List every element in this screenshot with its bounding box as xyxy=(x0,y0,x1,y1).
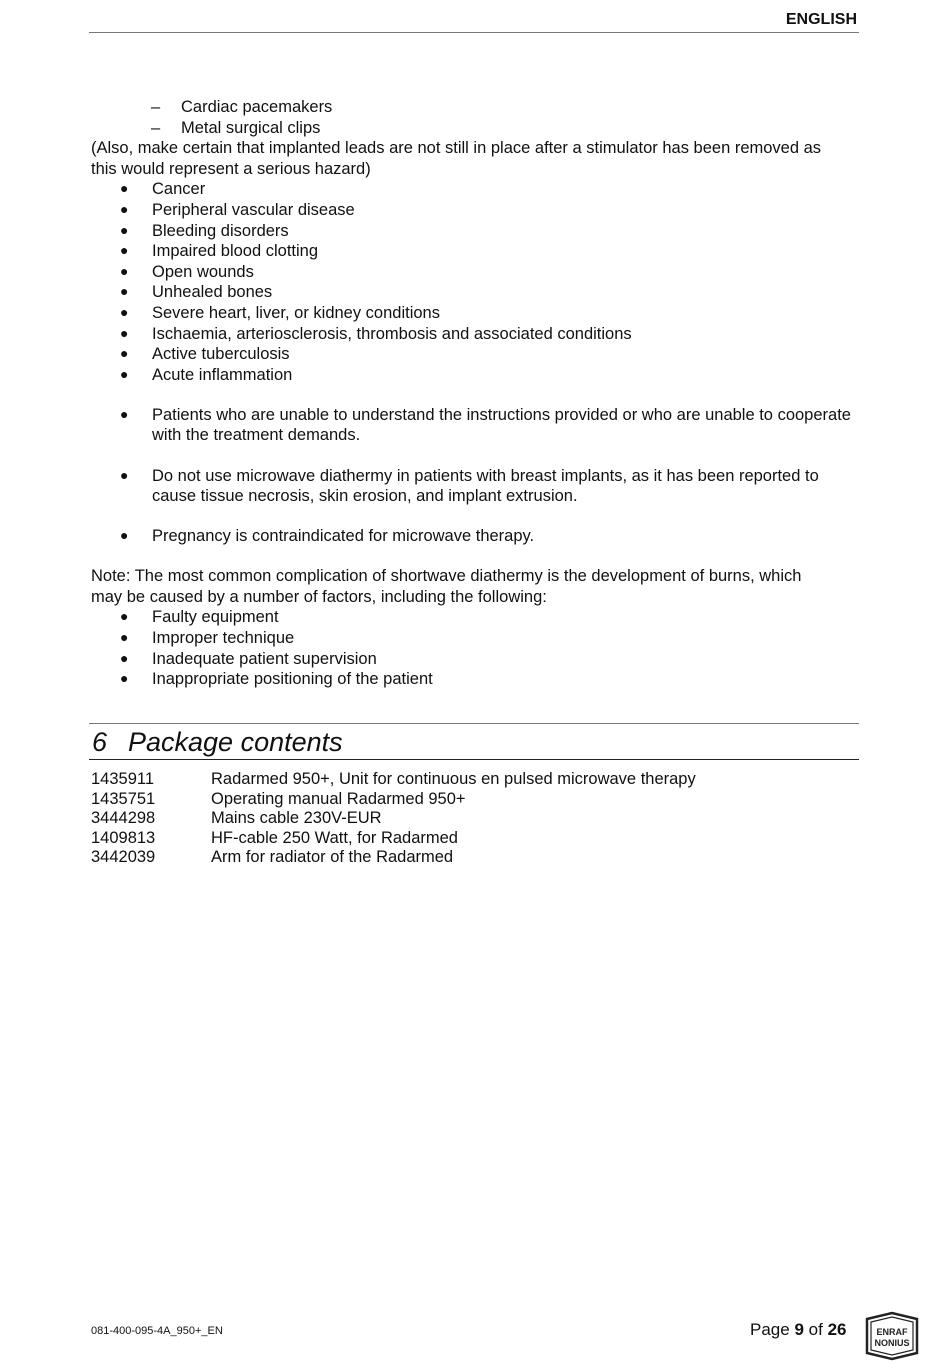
bullet-marker: ● xyxy=(120,242,129,259)
table-row xyxy=(91,770,696,790)
bullet-list-item xyxy=(91,200,861,221)
bullet-marker: ● xyxy=(120,365,129,382)
bullet-marker: ● xyxy=(120,649,129,666)
package-contents-table xyxy=(91,770,696,868)
bullet-marker: ● xyxy=(120,221,129,238)
bullet-marker: ● xyxy=(120,180,129,197)
bullet-list-item xyxy=(91,241,861,262)
page-total: 26 xyxy=(827,1320,847,1339)
dash-item-text: Cardiac pacemakers xyxy=(181,98,333,116)
bullet-item-text: Faulty equipment xyxy=(152,608,279,627)
language-label: ENGLISH xyxy=(785,11,857,28)
bullet-marker: ● xyxy=(120,324,129,341)
dash-list-item xyxy=(91,97,861,118)
bullet-marker: ● xyxy=(120,629,129,646)
dash-marker: – xyxy=(151,118,161,137)
bullet-item-text: Patients who are unable to understand the instructions provided or who are unable to cooperate with the treatment demands. xyxy=(152,405,851,445)
bullet-item-text: Acute inflammation xyxy=(152,365,293,384)
bullet-item-text: Open wounds xyxy=(152,262,254,281)
enraf-nonius-logo xyxy=(861,1311,923,1361)
bullet-list-item xyxy=(91,262,861,283)
bullet-list-item xyxy=(91,282,861,303)
section-number: 6 xyxy=(92,727,108,757)
bullet-marker: ● xyxy=(120,466,129,483)
bullet-marker: ● xyxy=(120,670,129,687)
dash-marker: – xyxy=(151,98,161,116)
bullet-list-item xyxy=(91,466,852,507)
section-title: Package contents xyxy=(128,727,343,757)
article-description: Arm for radiator of the Radarmed xyxy=(211,848,454,867)
table-row xyxy=(91,790,696,810)
bullet-item-text: Improper technique xyxy=(152,629,295,648)
article-description: Mains cable 230V-EUR xyxy=(211,809,382,828)
bullet-marker: ● xyxy=(120,200,129,217)
page-current: 9 xyxy=(794,1320,804,1339)
bullet-item-text: Cancer xyxy=(152,180,206,199)
bullet-item-text: Bleeding disorders xyxy=(152,221,289,240)
bullet-marker: ● xyxy=(120,527,129,544)
logo-text-bottom: NONIUS xyxy=(874,1338,910,1348)
main-content xyxy=(91,97,861,690)
bullet-item-text: Inappropriate positioning of the patient xyxy=(152,670,433,689)
bullet-marker: ● xyxy=(120,283,129,300)
page-header xyxy=(89,10,859,33)
page-of: of xyxy=(808,1320,823,1339)
table-row xyxy=(91,829,696,849)
article-code: 1435911 xyxy=(91,770,155,788)
page-number xyxy=(750,1320,846,1340)
bullet-item-text: Unhealed bones xyxy=(152,283,273,302)
article-description: Radarmed 950+, Unit for continuous en pulsed microwave therapy xyxy=(211,770,696,788)
bullet-list-item xyxy=(91,649,861,670)
bullet-item-text: Peripheral vascular disease xyxy=(152,200,355,219)
article-description: HF-cable 250 Watt, for Radarmed xyxy=(211,828,458,847)
article-code: 1409813 xyxy=(91,828,156,847)
bullet-list-item xyxy=(91,526,861,547)
bullet-item-text: Severe heart, liver, or kidney conditions xyxy=(152,303,440,322)
bullet-item-text: Impaired blood clotting xyxy=(152,242,319,261)
bullet-marker: ● xyxy=(120,345,129,362)
section-divider-bottom xyxy=(89,759,859,760)
article-description: Operating manual Radarmed 950+ xyxy=(211,789,466,808)
table-row xyxy=(91,848,696,868)
bullet-list-item xyxy=(91,324,861,345)
article-code: 1435751 xyxy=(91,789,156,808)
note-paragraph: Note: The most common complication of shortwave diathermy is the development of burns, which may be caused by a number of factors, including the following: xyxy=(91,567,802,606)
page-prefix: Page xyxy=(750,1320,790,1339)
article-code: 3442039 xyxy=(91,848,156,867)
logo-text-top: ENRAF xyxy=(876,1327,908,1337)
section-heading xyxy=(92,726,343,759)
bullet-list-item xyxy=(91,365,861,386)
dash-list-item xyxy=(91,118,861,139)
document-id: 081-400-095-4A_950+_EN xyxy=(91,1325,223,1337)
bullet-list-item xyxy=(91,669,861,690)
bullet-item-text: Active tuberculosis xyxy=(152,345,290,364)
bullet-list-item xyxy=(91,221,861,242)
table-row xyxy=(91,809,696,829)
bullet-item-text: Pregnancy is contraindicated for microwave therapy. xyxy=(152,527,535,546)
bullet-list-item xyxy=(91,405,852,446)
bullet-marker: ● xyxy=(120,262,129,279)
dash-item-text: Metal surgical clips xyxy=(181,118,321,137)
bullet-item-text: Ischaemia, arteriosclerosis, thrombosis and associated conditions xyxy=(152,324,632,343)
section-divider-top xyxy=(89,723,859,724)
bullet-item-text: Inadequate patient supervision xyxy=(152,649,377,668)
parenthetical-note: (Also, make certain that implanted leads are not still in place after a stimulator has been removed as this would represent a serious hazard) xyxy=(91,139,822,178)
bullet-list-item xyxy=(91,179,861,200)
bullet-list-item xyxy=(91,303,861,324)
article-code: 3444298 xyxy=(91,809,156,828)
bullet-marker: ● xyxy=(120,608,129,625)
bullet-list-item xyxy=(91,344,861,365)
bullet-marker: ● xyxy=(120,303,129,320)
bullet-item-text: Do not use microwave diathermy in patients with breast implants, as it has been reported to cause tissue necrosis, skin erosion, and implant extrusion. xyxy=(152,466,819,506)
bullet-marker: ● xyxy=(120,405,129,422)
bullet-list-item xyxy=(91,607,861,628)
bullet-list-item xyxy=(91,628,861,649)
